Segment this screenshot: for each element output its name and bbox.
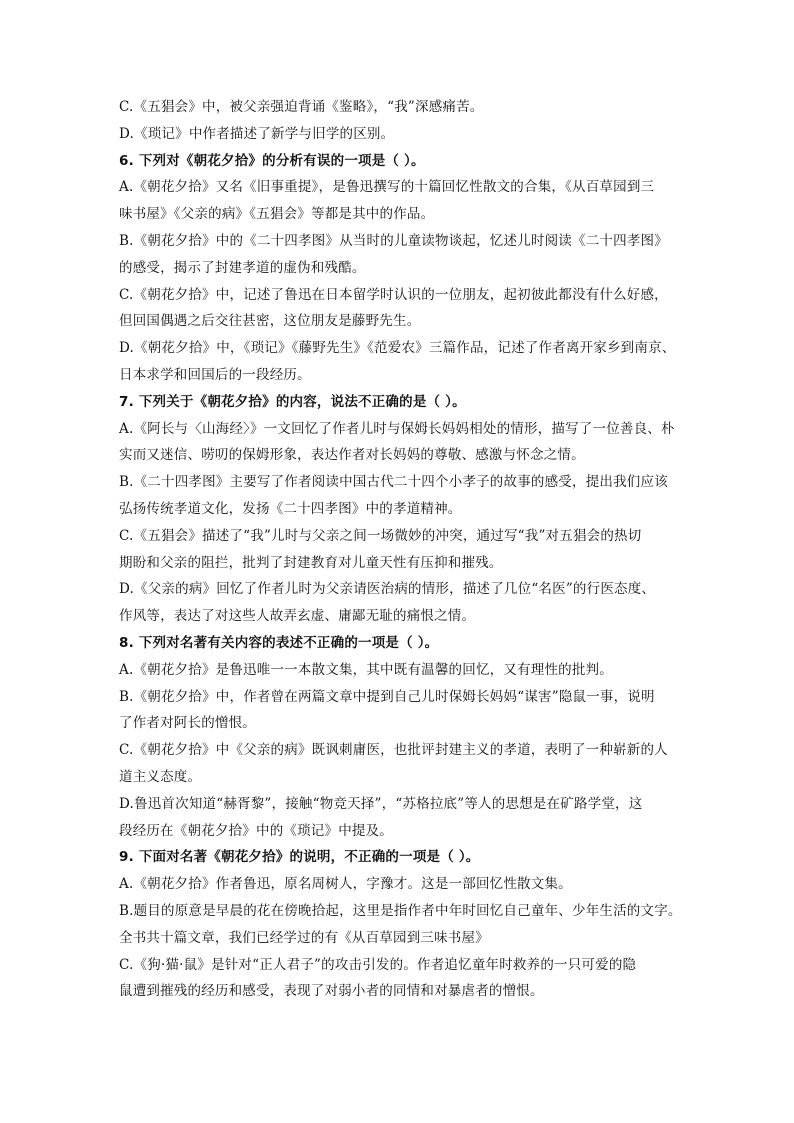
option-a-q7-line1: A.《阿长与〈山海经〉》一文回忆了作者儿时与保姆长妈妈相处的情形，描写了一位善良、朴 (119, 420, 675, 437)
option-d-q6-line2: 日本求学和回国后的一段经历。 (119, 366, 311, 383)
option-b-q7-line1: B.《二十四孝图》主要写了作者阅读中国古代二十四个小孝子的故事的感受，提出我们应该 (119, 474, 668, 491)
option-d-q8-line2: 段经历在《朝花夕拾》中的《琐记》中提及。 (119, 822, 393, 839)
option-a-q9: A.《朝花夕拾》作者鲁迅，原名周树人，字豫才。这是一部回忆性散文集。 (119, 876, 572, 893)
option-c-q7-line2: 期盼和父亲的阻拦，批判了封建教育对儿童天性有压抑和摧残。 (119, 554, 503, 571)
option-b-q8-line1: B.《朝花夕拾》中，作者曾在两篇文章中提到自己儿时保姆长妈妈“谋害”隐鼠一事，说明 (119, 688, 655, 705)
option-d-q6-line1: D.《朝花夕拾》中，《琐记》《藤野先生》《范爱农》三篇作品，记述了作者离开家乡到南京、 (119, 340, 676, 357)
option-d-q8-line1: D.鲁迅首次知道“赫胥黎”，接触“物竞天择”，“苏格拉底”等人的思想是在矿路学堂，这 (119, 795, 643, 812)
question-6-stem: 6. 下列对《朝花夕拾》的分析有误的一项是（ ）。 (119, 152, 425, 169)
option-c-q9-line2: 鼠遭到摧残的经历和感受，表现了对弱小者的同情和对暴虐者的憎恨。 (119, 983, 544, 1000)
option-d-q7-line2: 作风等，表达了对这些人故弄玄虚、庸鄙无耻的痛恨之情。 (119, 608, 476, 625)
option-a-q6-line2: 味书屋》《父亲的病》《五猖会》等都是其中的作品。 (119, 206, 435, 223)
option-c-q6-line1: C.《朝花夕拾》中，记述了鲁迅在日本留学时认识的一位朋友，起初彼此都没有什么好感， (119, 286, 668, 303)
option-b-q6-line2: 的感受，揭示了封建孝道的虚伪和残酷。 (119, 259, 366, 276)
option-c-q8-line2: 道主义态度。 (119, 768, 202, 785)
option-a-q6-line1: A.《朝花夕拾》又名《旧事重提》，是鲁迅撰写的十篇回忆性散文的合集，《从百草园到三 (119, 179, 655, 196)
option-c-q8-line1: C.《朝花夕拾》中《父亲的病》既讽刺庸医，也批评封建主义的孝道，表明了一种崭新的人 (119, 742, 668, 759)
option-b-q6-line1: B.《朝花夕拾》中的《二十四孝图》从当时的儿童读物谈起，忆述儿时阅读《二十四孝图》 (119, 232, 668, 249)
option-b-q7-line2: 弘扬传统孝道文化，发扬《二十四孝图》中的孝道精神。 (119, 500, 462, 517)
question-text-block (119, 94, 682, 1005)
option-c-q5: C.《五猖会》中，被父亲强迫背诵《鉴略》，“我”深感痛苦。 (119, 99, 484, 115)
option-a-q7-line2: 实而又迷信、唠叨的保姆形象，表达作者对长妈妈的尊敬、感激与怀念之情。 (119, 447, 585, 464)
question-7-stem: 7. 下列关于《朝花夕拾》的内容，说法不正确的是（ ）。 (119, 393, 466, 410)
question-9-stem: 9. 下面对名著《朝花夕拾》的说明，不正确的一项是（ ）。 (119, 849, 480, 866)
option-d-q7-line1: D.《父亲的病》回忆了作者儿时为父亲请医治病的情形，描述了几位“名医”的行医态度、 (119, 581, 656, 598)
option-a-q8: A.《朝花夕拾》是鲁迅唯一一本散文集，其中既有温馨的回忆，又有理性的批判。 (119, 661, 613, 678)
option-b-q8-line2: 了作者对阿长的憎恨。 (119, 715, 256, 732)
option-c-q6-line2: 但回国偶遇之后交往甚密，这位朋友是藤野先生。 (119, 313, 421, 330)
option-b-q9-line1: B.题目的原意是早晨的花在傍晚拾起，这里是指作者中年时回忆自己童年、少年生活的文字。 (119, 902, 682, 919)
option-d-q5: D.《琐记》中作者描述了新学与旧学的区别。 (119, 125, 395, 142)
option-b-q9-line2: 全书共十篇文章，我们已经学过的有《从百草园到三味书屋》 (119, 929, 489, 946)
question-8-stem: 8. 下列对名著有关内容的表述不正确的一项是（ ）。 (119, 634, 439, 651)
option-c-q7-line1: C.《五猖会》描述了“我”儿时与父亲之间一场微妙的冲突，通过写“我”对五猖会的热切 (119, 527, 642, 544)
option-c-q9-line1: C.《狗·猫·鼠》是针对“正人君子”的攻击引发的。作者追忆童年时救养的一只可爱的隐 (119, 956, 637, 973)
